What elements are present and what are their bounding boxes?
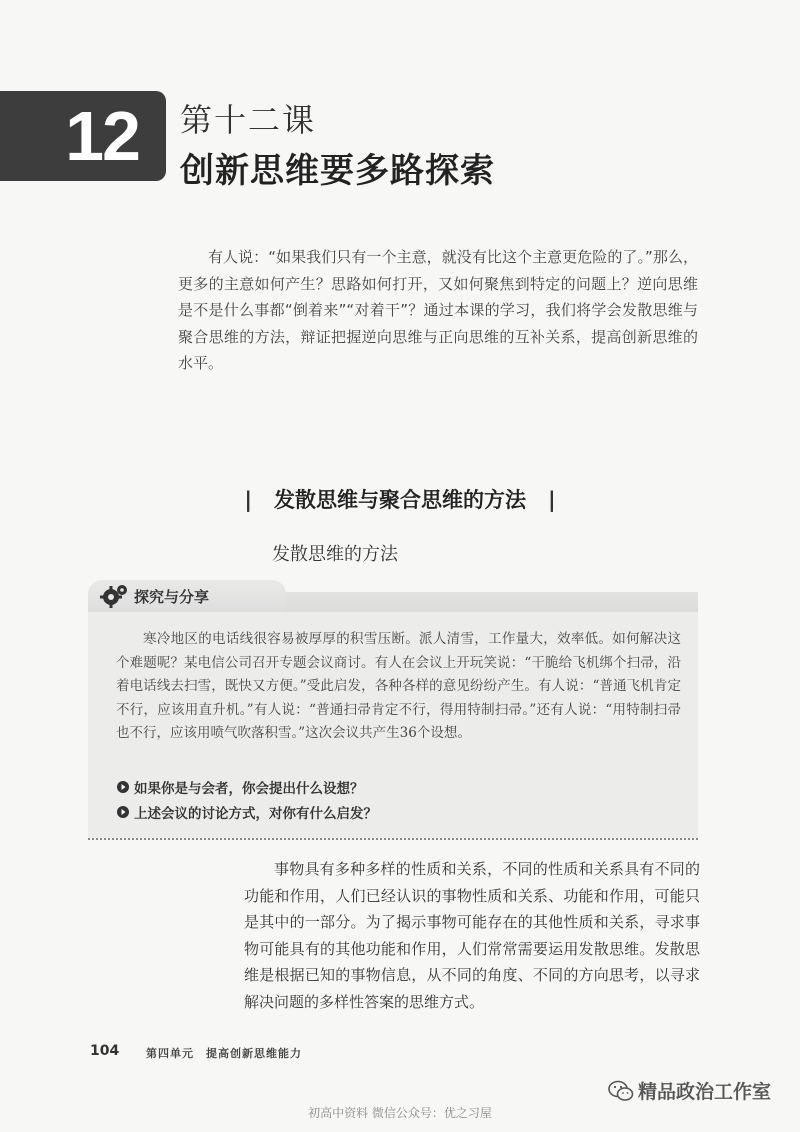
wechat-icon: [608, 1080, 634, 1102]
heading-bar-right: |: [548, 488, 556, 512]
page-number: 104: [90, 1043, 120, 1059]
dotted-divider: [88, 838, 698, 840]
lesson-title: 创新思维要多路探索: [180, 151, 495, 191]
watermark-text: 精品政治工作室: [638, 1081, 772, 1103]
question-text: 如果你是与会者，你会提出什么设想？: [134, 780, 364, 797]
running-footer: 第四单元 提高创新思维能力: [146, 1047, 302, 1060]
heading-bar-left: |: [244, 488, 252, 512]
lesson-label: 第十二课: [180, 101, 317, 139]
gears-icon: [100, 583, 130, 609]
question-list: [117, 774, 377, 824]
arrow-circle-icon: [117, 806, 129, 818]
section-title: 发散思维与聚合思维的方法: [274, 488, 526, 512]
lesson-number-badge: [0, 91, 166, 181]
lesson-number: 12: [65, 97, 139, 175]
question-item: [117, 799, 377, 824]
question-item: [117, 774, 377, 799]
subsection-heading: 发散思维的方法: [272, 544, 398, 565]
explore-title: 探究与分享: [134, 587, 210, 606]
question-text: 上述会议的讨论方式，对你有什么启发？: [134, 805, 377, 822]
explore-tab: [88, 580, 286, 612]
source-note: 初高中资料 微信公众号：优之习屋: [308, 1106, 492, 1120]
intro-paragraph: 有人说：“如果我们只有一个主意，就没有比这个主意更危险的了。”那么，更多的主意如何产生？思路如何打开，又如何聚焦到特定的问题上？逆向思维是不是什么事都“倒着来”“对着干”？通过本课的学习，我们将学会发散思维与聚合思维的方法，辩证把握逆向思维与正向思维的互补关系，提高创新思维的水平。: [178, 248, 698, 372]
body-paragraph: 事物具有多种多样的性质和关系，不同的性质和关系具有不同的功能和作用，人们已经认识的事物性质和关系、功能和作用，可能只是其中的一部分。为了揭示事物可能存在的其他性质和关系，寻求事物可能具有的其他功能和作用，人们常常需要运用发散思维。发散思维是根据已知的事物信息，从不同的角度、不同的方向思考，以寻求解决问题的多样性答案的思维方式。: [244, 860, 700, 1011]
arrow-circle-icon: [117, 781, 129, 793]
watermark: [608, 1077, 771, 1104]
section-heading: [0, 484, 800, 514]
explore-story: 寒冷地区的电话线很容易被厚厚的积雪压断。派人清雪，工作量大，效率低。如何解决这个难题呢？某电信公司召开专题会议商讨。有人在会议上开玩笑说：“干脆给飞机绑个扫帚，沿着电话线去扫雪，既快又方便。”受此启发，各种各样的意见纷纷产生。有人说：“普通飞机肯定不行，应该用直升机。”有人说：“普通扫帚肯定不行，得用特制扫帚。”还有人说：“用特制扫帚也不行，应该用喷气吹落积雪。”这次会议共产生36个设想。: [116, 631, 681, 741]
explore-tab-strip: [286, 592, 698, 612]
